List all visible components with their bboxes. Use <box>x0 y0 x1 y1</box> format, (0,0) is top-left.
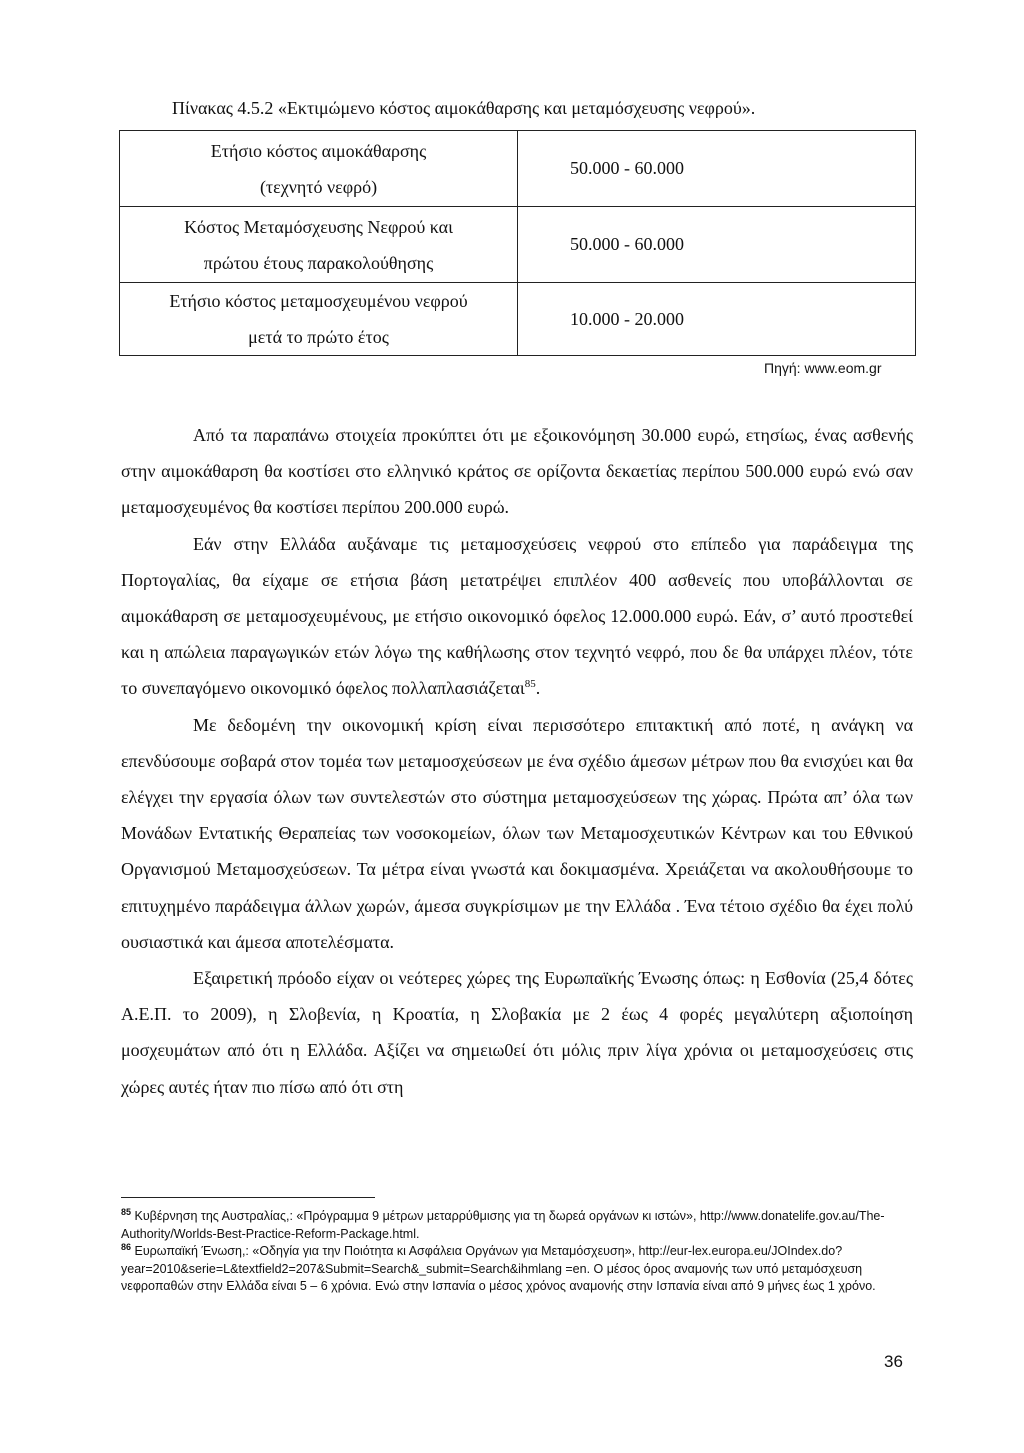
row-label <box>120 131 518 207</box>
footnote-number: 86 <box>121 1242 132 1253</box>
row-label-line: πρώτου έτους παρακολούθησης <box>203 252 434 273</box>
footnote <box>121 1243 913 1296</box>
row-label-line: Ετήσιο κόστος μεταμοσχευμένου νεφρού <box>169 291 468 311</box>
row-label-line: (τεχνητό νεφρό) <box>259 176 378 197</box>
row-label-line: Ετήσιο κόστος αιμοκάθαρσης <box>210 140 427 161</box>
footnote <box>121 1208 913 1243</box>
table-caption: Πίνακας 4.5.2 «Εκτιμώμενο κόστος αιμοκάθαρσης και μεταμόσχευσης νεφρού». <box>172 98 756 118</box>
paragraph-end: . <box>535 678 541 699</box>
footnote-ref[interactable]: 85 <box>524 678 536 691</box>
row-label-line: μετά το πρώτο έτος <box>248 327 389 347</box>
table-row <box>120 283 916 356</box>
row-value: 50.000 - 60.000 <box>518 131 916 207</box>
paragraph <box>121 526 913 707</box>
row-value: 50.000 - 60.000 <box>518 207 916 283</box>
footnote-text: Κυβέρνηση της Αυστραλίας,: «Πρόγραμμα 9 μέτρων μεταρρύθμισης για τη δωρεά οργάνων κι ιστών», http://www.donatelife.gov.au/The-Authority/Worlds-Best-Practice-Reform-Package.html. <box>121 1209 885 1241</box>
footnote-text: Ευρωπαϊκή Ένωση,: «Οδηγία για την Ποιότητα κι Ασφάλεια Οργάνων για Μεταμόσχευση», http://eur-lex.europa.eu/JOIndex.do?year=2010&serie=L&textfield2=207&Submit=Search&_submit=Search&ihmlang =en. Ο μέσος όρος αναμονής των υπό μεταμόσχευση νεφροπαθών στην Ελλάδα είναι 5 – 6 χρόνια. Ενώ στην Ισπανία ο μέσος χρόνος αναμονής στην Ισπανία είναι από 9 μήνες έως 1 χρόνο. <box>121 1244 876 1294</box>
paragraph: Εξαιρετική πρόοδο είχαν οι νεότερες χώρες της Ευρωπαϊκής Ένωσης όπως: η Εσθονία (25,4 δότες Α.Ε.Π. το 2009), η Σλοβενία, η Κροατία, η Σλοβακία με 2 έως 4 φορές μεγαλύτερη αξιοποίηση μοσχευμάτων από ότι η Ελλάδα. Αξίζει να σημειω0εί ότι μόλις πριν λίγα χρόνια οι μεταμοσχεύσεις στις χώρες αυτές ήταν πιο πίσω από ότι στη <box>121 968 913 1097</box>
table-row <box>120 207 916 283</box>
body-text <box>121 417 913 1105</box>
footnotes <box>121 1208 913 1296</box>
paragraph: Από τα παραπάνω στοιχεία προκύπτει ότι με εξοικονόμηση 30.000 ευρώ, ετησίως, ένας ασθενής στην αιμοκάθαρση θα κοστίσει στο ελληνικό κράτος σε ορίζοντα δεκαετίας περίπου 500.000 ευρώ ενώ σαν μεταμοσχευμένος θα κοστίσει περίπου 200.000 ευρώ. <box>121 425 913 518</box>
row-label-line: Κόστος Μεταμόσχευσης Νεφρού και <box>184 216 453 237</box>
cost-table <box>119 130 916 356</box>
row-label <box>120 207 518 283</box>
page-number: 36 <box>884 1352 903 1371</box>
footnote-divider <box>121 1197 375 1198</box>
paragraph: Με δεδομένη την οικονομική κρίση είναι περισσότερο επιτακτική από ποτέ, η ανάγκη να επενδύσουμε σοβαρά στον τομέα των μεταμοσχεύσεων με ένα σχέδιο άμεσων μέτρων που θα ενισχύει και θα ελέγχει την εργασία όλων των συντελεστών στο σύστημα μεταμοσχεύσεων της χώρας. Πρώτα απ’ όλα των Μονάδων Εντατικής Θεραπείας των νοσοκομείων, όλων των Μεταμοσχευτικών Κέντρων και του Εθνικού Οργανισμού Μεταμοσχεύσεων. Τα μέτρα είναι γνωστά και δοκιμασμένα. Χρειάζεται να ακολουθήσουμε το επιτυχημένο παράδειγμα άλλων χωρών, άμεσα συγκρίσιμων με την Ελλάδα . Ένα τέτοιο σχέδιο θα έχει πολύ ουσιαστικά και άμεσα αποτελέσματα. <box>121 714 913 952</box>
paragraph-text: Εάν στην Ελλάδα αυξάναμε τις μεταμοσχεύσεις νεφρού στο επίπεδο για παράδειγμα της Πορτογαλίας, θα είχαμε σε ετήσια βάση μετατρέψει επιπλέον 400 ασθενείς που υποβάλλονται σε αιμοκάθαρση σε μεταμοσχευμένους, με ετήσιο οικονομικό όφελος 12.000.000 ευρώ. Εάν, σ’ αυτό προστεθεί και η απώλεια παραγωγικών ετών λόγω της καθήλωσης στον τεχνητό νεφρό, που δε θα υπάρχει πλέον, τότε το συνεπαγόμενο οικονομικό όφελος πολλαπλασιάζεται <box>121 533 913 699</box>
table-row <box>120 131 916 207</box>
row-label <box>120 283 518 356</box>
table-source: Πηγή: www.eom.gr <box>764 360 882 376</box>
footnote-number: 85 <box>121 1206 132 1217</box>
row-value: 10.000 - 20.000 <box>518 283 916 356</box>
